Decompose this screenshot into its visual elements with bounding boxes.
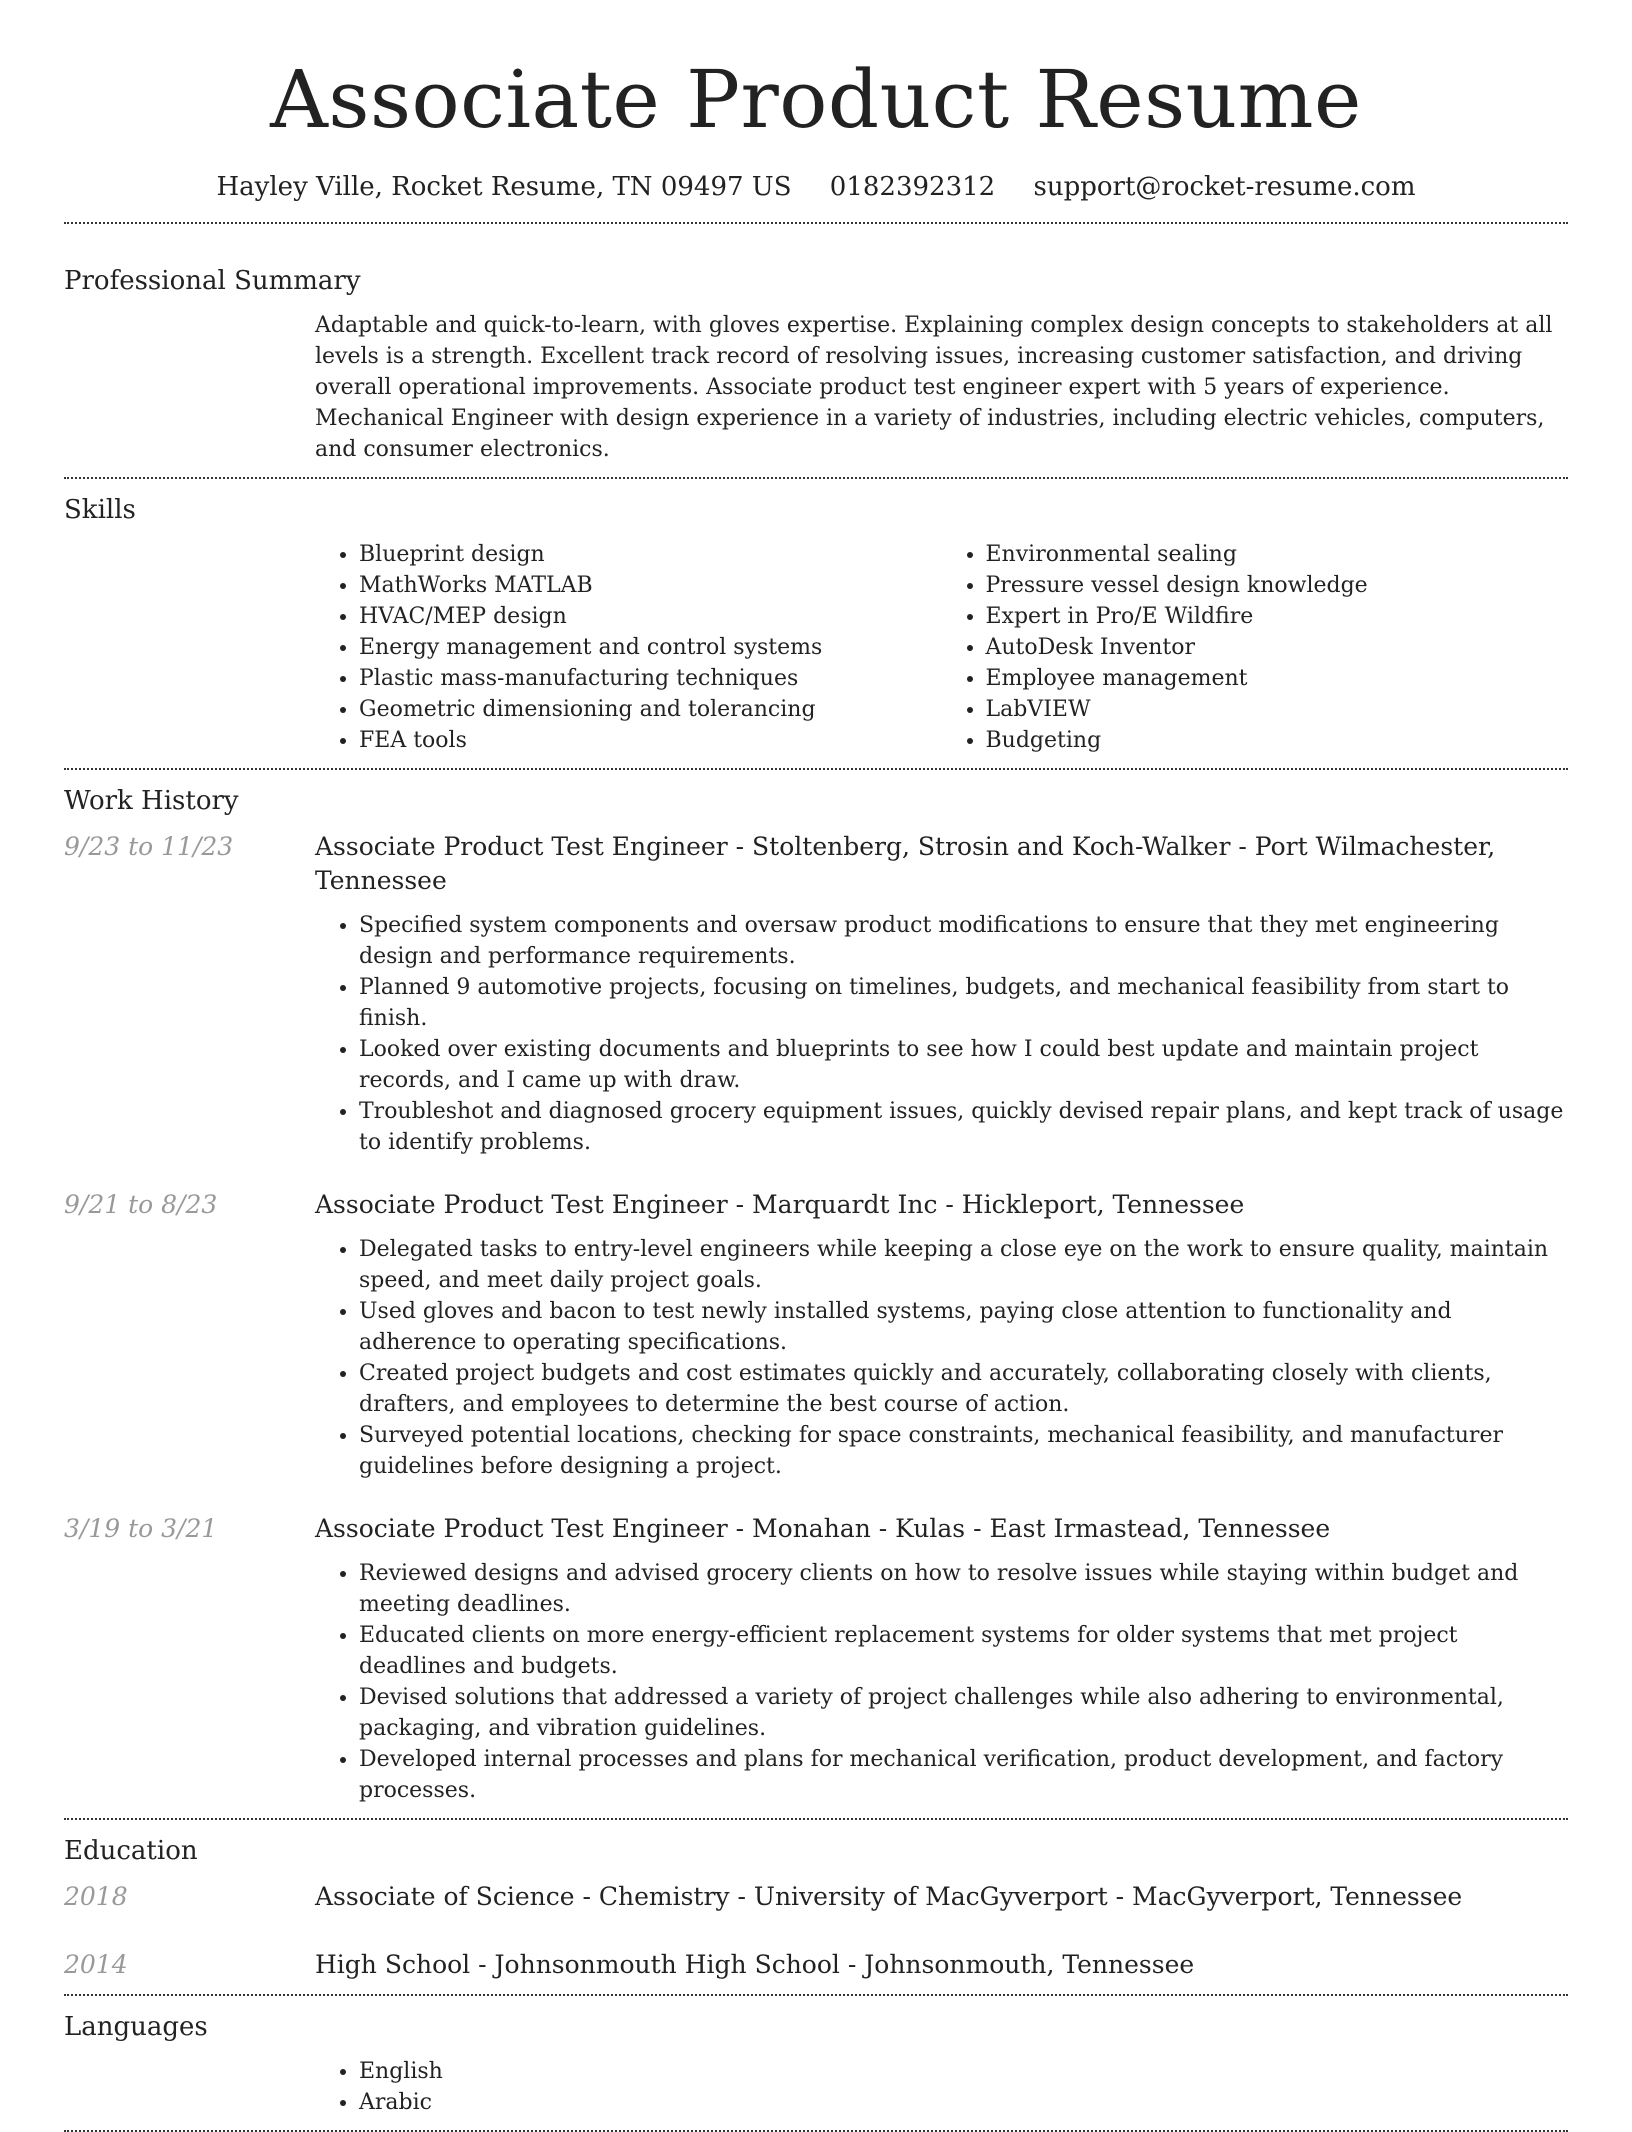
language-item: • English <box>359 2056 1568 2087</box>
summary-text: Adaptable and quick-to-learn, with gloves expertise. Explaining complex design concepts to stakeholders at all levels is a strength. Excellent track record of resolving issues, increasing customer satisfaction, and driving overall operational improvements. Associate product test engineer expert with 5 years of experience. Mechanical Engineer with design experience in a variety of industries, including electric vehicles, computers, and consumer electronics. <box>315 313 1553 462</box>
work-bullet: • Created project budgets and cost estimates quickly and accurately, collaborating closely with clients, drafters, and employees to determine the best course of action. <box>359 1358 1568 1420</box>
section-title-summary: Professional Summary <box>64 266 361 296</box>
work-bullet: • Troubleshot and diagnosed grocery equipment issues, quickly devised repair plans, and kept track of usage to identify problems. <box>359 1096 1568 1158</box>
education-entry <box>64 1880 1568 1914</box>
resume-header <box>64 0 1568 204</box>
contact-phone: 0182392312 <box>829 172 996 202</box>
contact-email: support@rocket-resume.com <box>1033 172 1416 202</box>
work-bullet: • Developed internal processes and plans for mechanical verification, product development, and factory processes. <box>359 1744 1568 1806</box>
education-section <box>64 1820 1568 1994</box>
work-bullet: • Educated clients on more energy-efficient replacement systems for older systems that met project deadlines and budgets. <box>359 1620 1568 1682</box>
work-entry-date: 3/19 to 3/21 <box>64 1514 218 1543</box>
skill-item: • AutoDesk Inventor <box>986 632 1569 663</box>
section-title-work: Work History <box>64 786 239 816</box>
work-entry-bullets <box>315 1558 1568 1806</box>
education-date: 2018 <box>64 1882 128 1911</box>
work-entry-title: Associate Product Test Engineer - Marquardt Inc - Hickleport, Tennessee <box>315 1190 1245 1219</box>
section-title-skills: Skills <box>64 495 136 525</box>
education-date: 2014 <box>64 1950 128 1979</box>
work-entry-main <box>315 830 1568 1182</box>
languages-list <box>315 2056 1568 2118</box>
work-bullet: • Specified system components and oversaw product modifications to ensure that they met engineering design and performance requirements. <box>359 910 1568 972</box>
skills-section <box>64 479 1568 768</box>
language-item: • Arabic <box>359 2087 1568 2118</box>
education-entry <box>64 1948 1568 1982</box>
summary-section <box>64 224 1568 477</box>
work-bullet: • Reviewed designs and advised grocery clients on how to resolve issues while staying within budget and meeting deadlines. <box>359 1558 1568 1620</box>
work-entry <box>64 1188 1568 1506</box>
skill-item: • FEA tools <box>359 725 942 756</box>
summary-body <box>315 310 1568 465</box>
education-title: Associate of Science - Chemistry - University of MacGyverport - MacGyverport, Tennessee <box>315 1882 1463 1911</box>
work-entry <box>64 1512 1568 1806</box>
skill-item: • Expert in Pro/E Wildfire <box>986 601 1569 632</box>
work-entry-bullets <box>315 1234 1568 1482</box>
resume-title: Associate Product Resume <box>270 53 1362 146</box>
section-title-education: Education <box>64 1836 198 1866</box>
skill-item: • Pressure vessel design knowledge <box>986 570 1569 601</box>
work-bullet: • Used gloves and bacon to test newly installed systems, paying close attention to functionality and adherence to operating specifications. <box>359 1296 1568 1358</box>
skill-item: • Employee management <box>986 663 1569 694</box>
education-title: High School - Johnsonmouth High School - Johnsonmouth, Tennessee <box>315 1950 1195 1979</box>
skill-item: • Environmental sealing <box>986 539 1569 570</box>
work-bullet: • Looked over existing documents and blueprints to see how I could best update and maintain project records, and I came up with draw. <box>359 1034 1568 1096</box>
work-entry-bullets <box>315 910 1568 1158</box>
work-bullet: • Surveyed potential locations, checking for space constraints, mechanical feasibility, and manufacturer guidelines before designing a project. <box>359 1420 1568 1482</box>
skill-item: • Blueprint design <box>359 539 942 570</box>
work-history-section <box>64 770 1568 1818</box>
contact-address: Hayley Ville, Rocket Resume, TN 09497 US <box>216 172 792 202</box>
skill-item: • MathWorks MATLAB <box>359 570 942 601</box>
work-bullet: • Delegated tasks to entry-level engineers while keeping a close eye on the work to ensure quality, maintain speed, and meet daily project goals. <box>359 1234 1568 1296</box>
skills-grid <box>315 539 1568 756</box>
languages-section <box>64 1996 1568 2130</box>
work-entry-title: Associate Product Test Engineer - Stoltenberg, Strosin and Koch-Walker - Port Wilmachester, Tennessee <box>315 832 1496 895</box>
skills-list-left <box>315 539 942 756</box>
work-entry-main <box>315 1512 1568 1806</box>
work-bullet: • Planned 9 automotive projects, focusing on timelines, budgets, and mechanical feasibility from start to finish. <box>359 972 1568 1034</box>
skill-item: • Energy management and control systems <box>359 632 942 663</box>
work-entry-date: 9/23 to 11/23 <box>64 832 234 861</box>
section-title-languages: Languages <box>64 2012 208 2042</box>
skill-item: • Plastic mass-manufacturing techniques <box>359 663 942 694</box>
skill-item: • Geometric dimensioning and tolerancing <box>359 694 942 725</box>
work-entry <box>64 830 1568 1182</box>
work-entry-main <box>315 1188 1568 1506</box>
skill-item: • LabVIEW <box>986 694 1569 725</box>
skill-item: • Budgeting <box>986 725 1569 756</box>
work-bullet: • Devised solutions that addressed a variety of project challenges while also adhering to environmental, packaging, and vibration guidelines. <box>359 1682 1568 1744</box>
languages-body <box>315 2056 1568 2118</box>
contact-line <box>64 170 1568 204</box>
skills-list-right <box>942 539 1569 756</box>
skill-item: • HVAC/MEP design <box>359 601 942 632</box>
work-entry-date: 9/21 to 8/23 <box>64 1190 218 1219</box>
work-entry-title: Associate Product Test Engineer - Monahan - Kulas - East Irmastead, Tennessee <box>315 1514 1331 1543</box>
